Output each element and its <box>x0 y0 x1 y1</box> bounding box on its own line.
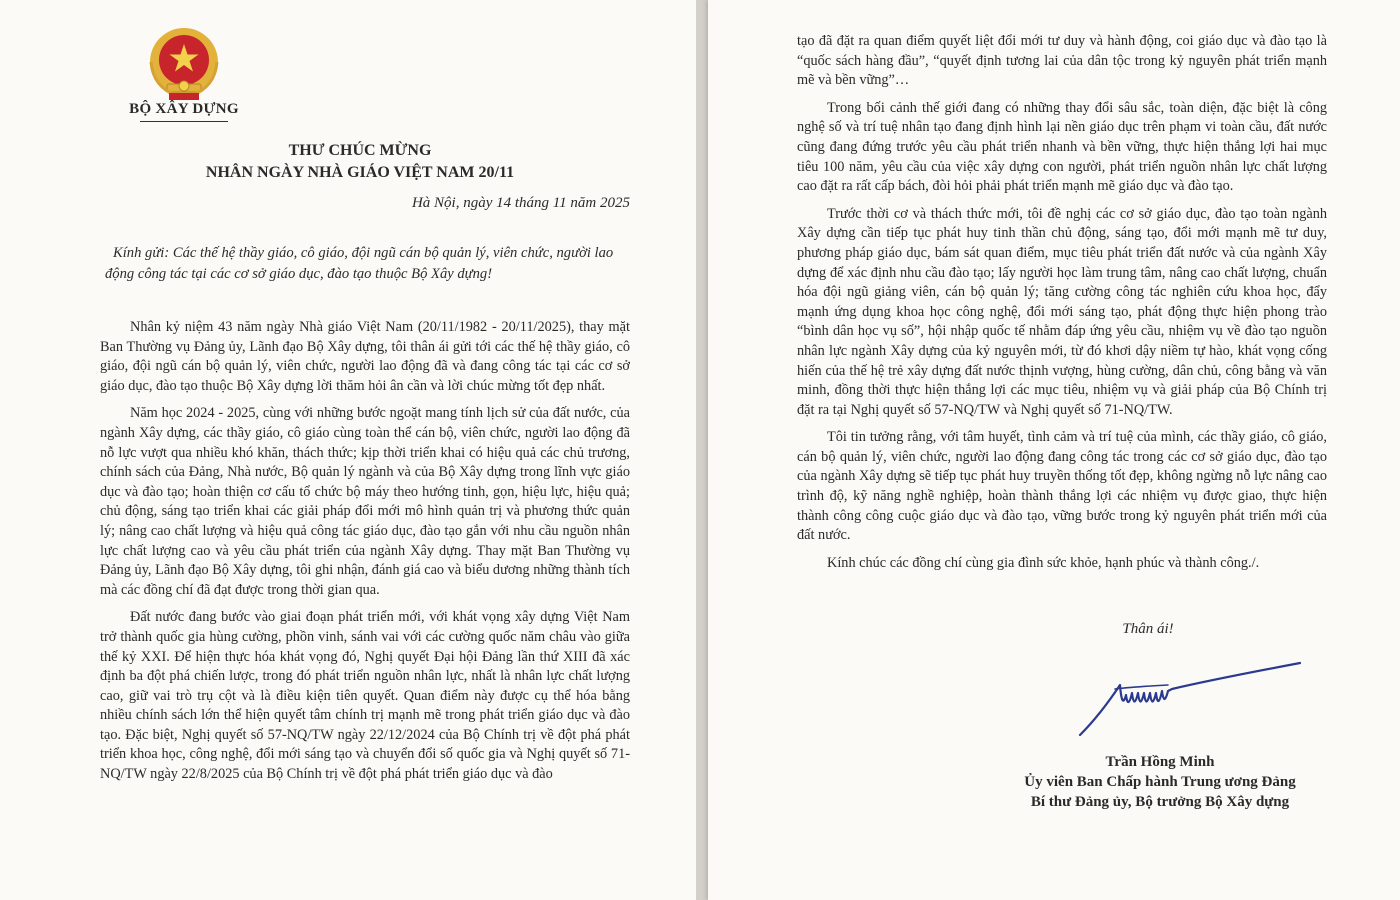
national-emblem-icon <box>139 22 229 104</box>
signer-title-2: Bí thư Đảng ủy, Bộ trưởng Bộ Xây dựng <box>1030 794 1290 810</box>
page-gutter <box>696 0 708 900</box>
organization-name: BỘ XÂY DỰNG <box>129 101 239 117</box>
title-line-1: THƯ CHÚC MỪNG <box>288 142 432 159</box>
paragraph: tạo đã đặt ra quan điểm quyết liệt đổi mới tư duy và hành động, coi giáo dục và đào tạo là “quốc sách hàng đầu”, “quyết định tương lai của dân tộc trong kỷ nguyên phát triển mạnh mẽ và bền vững”… <box>797 33 1327 89</box>
paragraph: Trước thời cơ và thách thức mới, tôi đề nghị các cơ sở giáo dục, đào tạo toàn ngành Xây dựng cần tiếp tục phát huy tinh thần chủ động, sáng tạo, đổi mới mạnh mẽ tư duy, phương pháp giáo dục, bám sát quan điểm, mục tiêu phát triển đất nước và của ngành Xây dựng để xác định nhu cầu đào tạo; lấy người học làm trung tâm, nâng cao chất lượng, chuẩn hóa đội ngũ giảng viên, cán bộ quản lý; tăng cường công tác nghiên cứu khoa học, đẩy mạnh ứng dụng khoa học công nghệ, đổi mới sáng tạo, phát động thực hiện phong trào “bình dân học vụ số”, hội nhập quốc tế nhằm đáp ứng yêu cầu, nhiệm vụ về đào tạo nguồn nhân lực ngành Xây dựng của kỷ nguyên mới, từ đó khơi dậy niềm tự hào, khát vọng cống hiến của thế hệ trẻ xây dựng đất nước thịnh vượng, hùng cường, dân chủ, công bằng và văn minh, đồng thời thực hiện thắng lợi các mục tiêu, nhiệm vụ và giải pháp của Bộ Chính trị đặt ra tại Nghị quyết số 57-NQ/TW và Nghị quyết số 71-NQ/TW. <box>797 205 1327 418</box>
letter-date: Hà Nội, ngày 14 tháng 11 năm 2025 <box>411 195 630 211</box>
organization-underline <box>140 121 228 122</box>
letter-body-right <box>797 32 1327 581</box>
closing-greeting: Thân ái! <box>1122 621 1174 637</box>
title-line-2: NHÂN NGÀY NHÀ GIÁO VIỆT NAM 20/11 <box>205 164 515 181</box>
salutation: Kính gửi: Các thế hệ thầy giáo, cô giáo, đội ngũ cán bộ quản lý, viên chức, người lao động công tác tại các cơ sở giáo dục, đào tạo thuộc Bộ Xây dựng! <box>105 245 614 282</box>
signer-name: Trần Hồng Minh <box>1105 754 1215 770</box>
handwritten-signature <box>1060 655 1310 745</box>
signer-block <box>990 752 1330 812</box>
letter-body-left <box>100 318 630 793</box>
letter-title <box>160 140 560 184</box>
letter-page-left <box>0 0 696 900</box>
signer-title-1: Ủy viên Ban Chấp hành Trung ương Đảng <box>1024 774 1296 790</box>
paragraph: Năm học 2024 - 2025, cùng với những bước ngoặt mang tính lịch sử của đất nước, của ngành Xây dựng, các thầy giáo, cô giáo cùng toàn thể cán bộ, viên chức, người lao động đã nỗ lực vượt qua nhiều khó khăn, thách thức; kịp thời triển khai có hiệu quả các chủ trương, chính sách của Đảng, Nhà nước, Bộ quản lý ngành và của Bộ Xây dựng trong lĩnh vực giáo dục và đào tạo; hoàn thiện cơ cấu tổ chức bộ máy theo hướng tinh, gọn, hiệu lực, hiệu quả; chủ động, sáng tạo triển khai các giải pháp đổi mới mô hình quản trị và phương thức quản lý; nâng cao chất lượng và hiệu quả công tác giáo dục, đào tạo gắn với nhu cầu nguồn nhân lực chất lượng cao và yêu cầu phát triển của ngành Xây dựng. Thay mặt Ban Thường vụ Đảng ủy, Lãnh đạo Bộ Xây dựng, tôi ghi nhận, đánh giá cao và biểu dương những thành tích mà các đồng chí đã đạt được trong thời gian qua. <box>100 405 630 598</box>
paragraph: Trong bối cảnh thế giới đang có những thay đổi sâu sắc, toàn diện, đặc biệt là công nghệ số và trí tuệ nhân tạo đang định hình lại nền giáo dục trên phạm vi toàn cầu, đất nước cũng đang đứng trước yêu cầu phát triển nhanh và bền vững, thực hiện thắng lợi hai mục tiêu 100 năm, yêu cầu của việc xây dựng con người, phát triển nguồn nhân lực chất lượng cao đặt ra rất cấp bách, đòi hỏi phải phát triển mạnh mẽ giáo dục và đào tạo. <box>797 99 1327 195</box>
paragraph: Nhân kỷ niệm 43 năm ngày Nhà giáo Việt Nam (20/11/1982 - 20/11/2025), thay mặt Ban Thường vụ Đảng ủy, Lãnh đạo Bộ Xây dựng, tôi thân ái gửi tới các thế hệ thầy giáo, cô giáo, đội ngũ cán bộ quản lý, viên chức, người lao động đã và đang công tác tại các cơ sở giáo dục, đào tạo thuộc Bộ Xây dựng lời thăm hỏi ân cần và lời chúc mừng tốt đẹp nhất. <box>100 319 630 394</box>
paragraph: Đất nước đang bước vào giai đoạn phát triển mới, với khát vọng xây dựng Việt Nam trở thành quốc gia hùng cường, phồn vinh, sánh vai với các cường quốc năm châu vào giữa thế kỷ XXI. Để hiện thực hóa khát vọng đó, Nghị quyết Đại hội Đảng lần thứ XIII đã xác định ba đột phá chiến lược, trong đó phát triển nguồn nhân lực, nhất là nhân lực chất lượng cao, giữ vai trò trụ cột và là điều kiện tiên quyết. Quan điểm này được cụ thể hóa bằng nhiều chính sách lớn thể hiện quyết tâm chính trị mạnh mẽ trong phát triển giáo dục và đào tạo. Đặc biệt, Nghị quyết số 57-NQ/TW ngày 22/12/2024 của Bộ Chính trị về đột phá phát triển khoa học, công nghệ, đổi mới sáng tạo và chuyển đổi số quốc gia và Nghị quyết số 71-NQ/TW ngày 22/8/2025 của Bộ Chính trị về đột phá phát triển giáo dục và đào <box>100 609 630 783</box>
paragraph: Tôi tin tưởng rằng, với tâm huyết, tình cảm và trí tuệ của mình, các thầy giáo, cô giáo, cán bộ quản lý, viên chức, người lao động đang công tác trong các cơ sở giáo dục, đào tạo của ngành Xây dựng sẽ tiếp tục phát huy truyền thống tốt đẹp, không ngừng nỗ lực nâng cao trình độ, kỹ năng nghề nghiệp, hoàn thành thắng lợi các nhiệm vụ được giao, thực hiện thành công công cuộc giáo dục và đào tạo, vững bước trong kỷ nguyên phát triển mới của đất nước. <box>797 429 1327 544</box>
paragraph: Kính chúc các đồng chí cùng gia đình sức khỏe, hạnh phúc và thành công./. <box>827 554 1260 571</box>
